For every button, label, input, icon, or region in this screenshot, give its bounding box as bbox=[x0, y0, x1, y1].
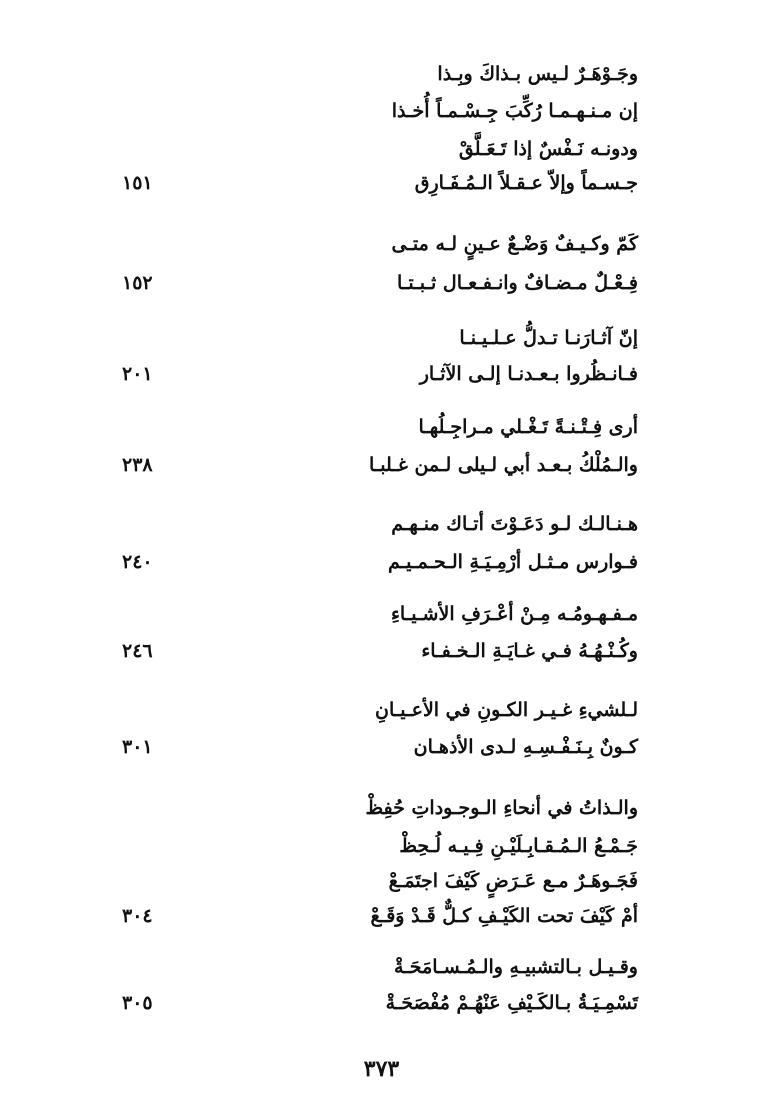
verse-line: تَسْمِـيَـةُ بـالكَـيْفِ عَنْهُـمْ مُفْصَحَـةْ bbox=[385, 992, 638, 1014]
verse-line: فـوارس مـثـل أرْمِـيَـةِ الـحـمـيـم bbox=[387, 551, 638, 573]
verse-number: ١٥١ bbox=[122, 172, 153, 194]
verse-number: ١٥٢ bbox=[122, 272, 153, 294]
verse-line: والـذاتُ في أنحاءِ الـوجـوداتِ حُفِظْ bbox=[365, 797, 638, 819]
verse-line: أرى فِـتْـنـةً تَـغْـلي مـراجِـلُهـا bbox=[418, 416, 638, 438]
verse-line: إن مـنـهـمـا رُكِّبَ جِـسْـمـاً أُخـذا bbox=[391, 100, 638, 122]
verse-line: فَجَـوهَـرٌ مـع عَـرَضٍ كَيْفَ اجتَمَـعْ bbox=[388, 870, 638, 892]
verse-line: جـسـماً وإلاّ عـقـلاً الـمُـفَـارِق bbox=[414, 172, 638, 194]
verse-line: فـانـظُروا بـعـدنـا إلـى الآثـار bbox=[419, 363, 638, 385]
verse-number: ٢٤٠ bbox=[122, 551, 153, 573]
verse-line: مـفـهـومُـه مِـنْ أعْـرَفِ الأشـيـاءِ bbox=[390, 603, 638, 625]
verse-line: كـونٌ بِـنَـفْـسِـهِ لـدى الأذهـان bbox=[413, 736, 638, 758]
verse-line: والـمُلْكُ بـعـد أبي لـيلى لـمن غـلبـا bbox=[368, 454, 638, 476]
verse-number: ٣٠٤ bbox=[122, 905, 153, 927]
verse-line: لـلشيءِ غـيـر الكـونِ في الأعـيـانِ bbox=[375, 699, 638, 721]
verse-line: أمْ كَيْفَ تحت الكَيْـفِ كـلٌّ قَـدْ وَقَـعْ bbox=[370, 905, 638, 927]
verse-line: ودونـه نَـفْسٌ إذا تَـعَـلَّقْ bbox=[458, 138, 638, 160]
verse-line: وقـيـل بـالتشبيـهِ والـمُـسـامَحَـةْ bbox=[394, 956, 638, 978]
verse-number: ٢٣٨ bbox=[122, 454, 153, 476]
verse-line: كَمّ وكـيـفٌ وَضْـعٌ عـينٍ لـه متـى bbox=[391, 233, 638, 255]
page-number: ٣٧٣ bbox=[363, 1056, 400, 1082]
verse-line: فِـعْـلٌ مـضـافٌ وانـفـعـال ثـبـتـا bbox=[397, 272, 638, 294]
verse-line: جَـمْـعُ الـمُـقـابِـلَيْـنِ فِـيـه لُـحِظْ bbox=[399, 835, 638, 857]
verse-line: هـنـالـك لـو دَعَـوْتَ أتـاك منـهـم bbox=[391, 513, 638, 535]
verse-line: وجَـوْهَـرٌ لـيس بـذاكَ وبِـذا bbox=[437, 63, 638, 85]
verse-number: ٢٤٦ bbox=[122, 640, 153, 662]
verse-number: ٣٠١ bbox=[122, 736, 153, 758]
verse-line: وكُـنْـهُـهُ فـي غـايَـةِ الـخـفـاء bbox=[421, 640, 638, 662]
verse-number: ٣٠٥ bbox=[122, 992, 153, 1014]
verse-line: إنّ آثـارَنـا تـدلُّ عـلـيـنـا bbox=[459, 327, 638, 349]
verse-number: ٢٠١ bbox=[122, 363, 153, 385]
